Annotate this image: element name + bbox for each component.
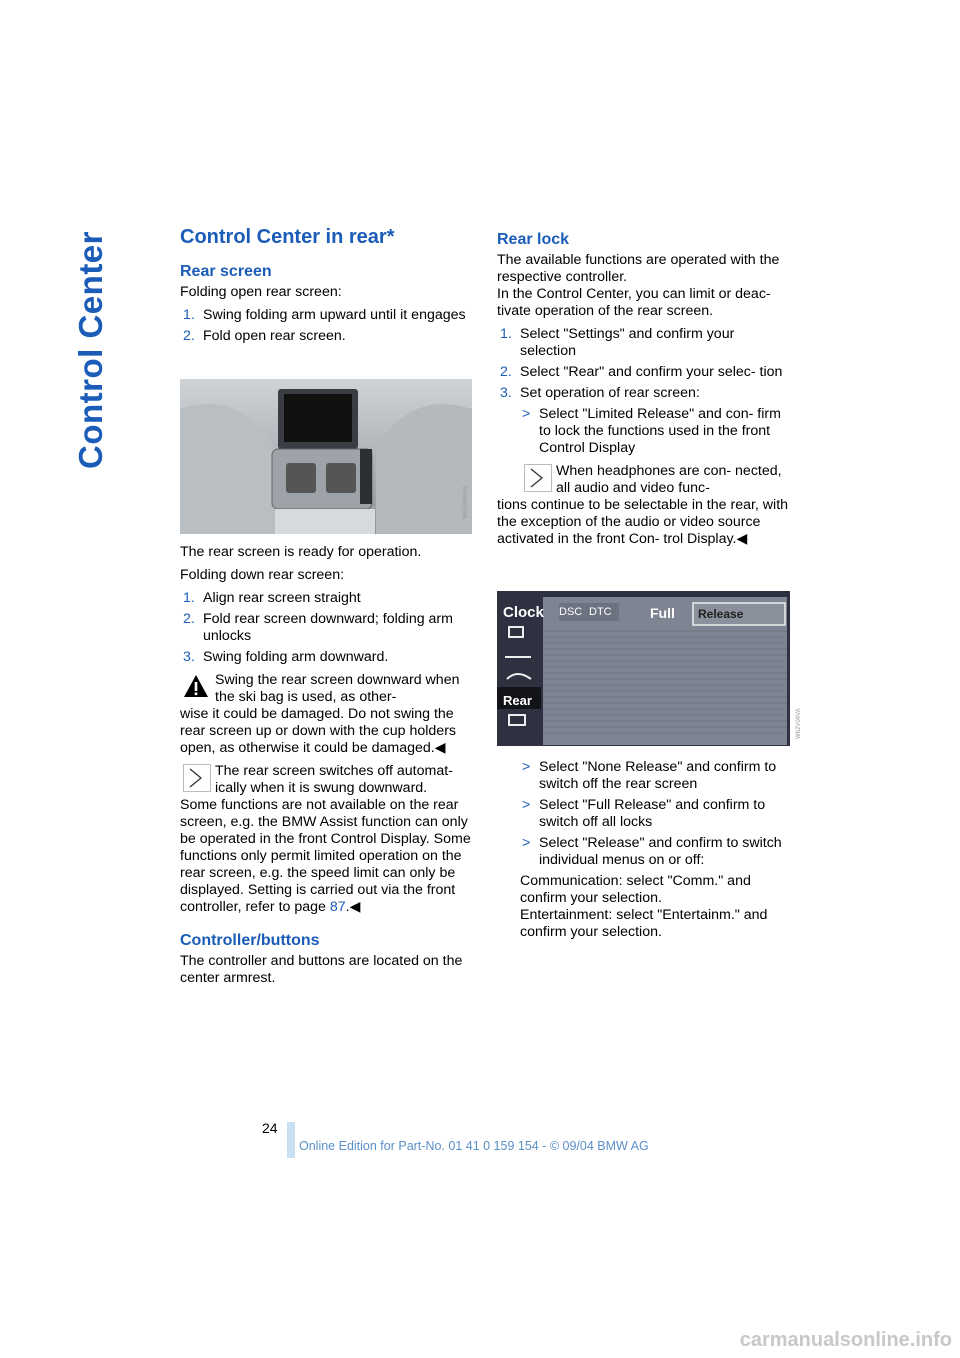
- image-code: W62V04VA: [796, 708, 802, 739]
- rear-screen-illustration: [180, 379, 472, 534]
- entertainment-text: Entertainment: select "Entertainm." and confirm your selection.: [520, 907, 768, 940]
- tab-dtc: DTC: [589, 606, 612, 618]
- list-item: > Select "None Release" and confirm to switch off the rear screen: [522, 759, 777, 792]
- menu-item-rear: Rear: [503, 693, 532, 708]
- rear-lock-heading: Rear lock: [497, 231, 570, 248]
- list-item: 2. Fold rear screen downward; folding arm unlocks: [183, 611, 453, 644]
- footer-edition: Online Edition for Part-No. 01 41 0 159 154 - © 09/04 BMW AG: [299, 1139, 649, 1153]
- rear-screen-photo: [180, 379, 472, 534]
- note-arrow-icon: [183, 764, 211, 792]
- rear-lock-intro2: In the Control Center, you can limit or deac- tivate operation of the rear screen.: [497, 286, 771, 319]
- info-note: When headphones are con- nected, all audio and video func- tions continue to be selectable in the rear, with the exception of the audio or video source activated in the front Con- trol Display.◀: [497, 463, 789, 547]
- image-code: W62HH0AH: [463, 486, 469, 519]
- right-column-lower: [497, 759, 792, 941]
- info-note: The rear screen switches off automat- ically when it is swung downward. Some functions are not available on the rear screen, e.g. the BMW Assist function can only be operated in the front Control Display. Some functions only permit limited operation on the rear screen, e.g. the speed limit can only be displayed. Setting is carried out via the front controller, refer to page 87.◀: [180, 763, 471, 915]
- full-option: Full: [650, 605, 675, 621]
- rear-screen-heading: Rear screen: [180, 263, 272, 280]
- tab-dsc: DSC: [559, 606, 583, 618]
- controller-text: The controller and buttons are located on the center armrest.: [180, 953, 463, 986]
- page-number: 24: [262, 1120, 278, 1136]
- communication-text: Communication: select "Comm." and confirm your selection.: [520, 873, 751, 906]
- open-intro: Folding open rear screen:: [180, 284, 342, 300]
- list-item: 1. Align rear screen straight: [183, 590, 361, 606]
- controller-heading: Controller/buttons: [180, 932, 320, 949]
- left-column: [180, 226, 475, 349]
- left-column-lower: [180, 544, 475, 993]
- fold-down-intro: Folding down rear screen:: [180, 567, 345, 583]
- rear-lock-intro: The available functions are operated with the respective controller.: [497, 252, 780, 285]
- note-arrow-icon: [524, 464, 552, 492]
- release-option: Release: [698, 607, 744, 621]
- list-item: 3. Swing folding arm downward.: [183, 649, 389, 665]
- list-item: > Select "Release" and confirm to switch individual menus on or off:: [522, 835, 782, 868]
- page-ref-link[interactable]: 87: [329, 899, 346, 915]
- list-item: 1. Select "Settings" and confirm your selection: [500, 326, 735, 359]
- ready-text: The rear screen is ready for operation.: [180, 544, 422, 560]
- list-item: 3. Set operation of rear screen:: [500, 385, 700, 401]
- warning-icon: [183, 674, 209, 698]
- list-item: 2. Select "Rear" and confirm your selec- tion: [500, 364, 783, 380]
- list-item: > Select "Limited Release" and con- firm to lock the functions used in the front Control Display: [522, 406, 781, 456]
- side-section-title: Control Center: [72, 231, 109, 469]
- right-column: [497, 231, 792, 554]
- warning-note: Swing the rear screen downward when the ski bag is used, as other- wise it could be damaged. Do not swing the rear screen up or down with the cup holders open, as otherwise it could be damaged.◀: [180, 672, 460, 756]
- watermark: carmanualsonline.info: [739, 1329, 952, 1351]
- list-item: > Select "Full Release" and confirm to switch off all locks: [522, 797, 766, 830]
- main-heading: Control Center in rear*: [180, 226, 395, 248]
- footer-accent-bar: [287, 1122, 295, 1158]
- control-display-screenshot: [497, 591, 802, 746]
- list-item: 1. Swing folding arm upward until it engages: [183, 307, 466, 323]
- menu-item-clock: Clock: [503, 604, 544, 621]
- list-item: 2. Fold open rear screen.: [183, 328, 346, 344]
